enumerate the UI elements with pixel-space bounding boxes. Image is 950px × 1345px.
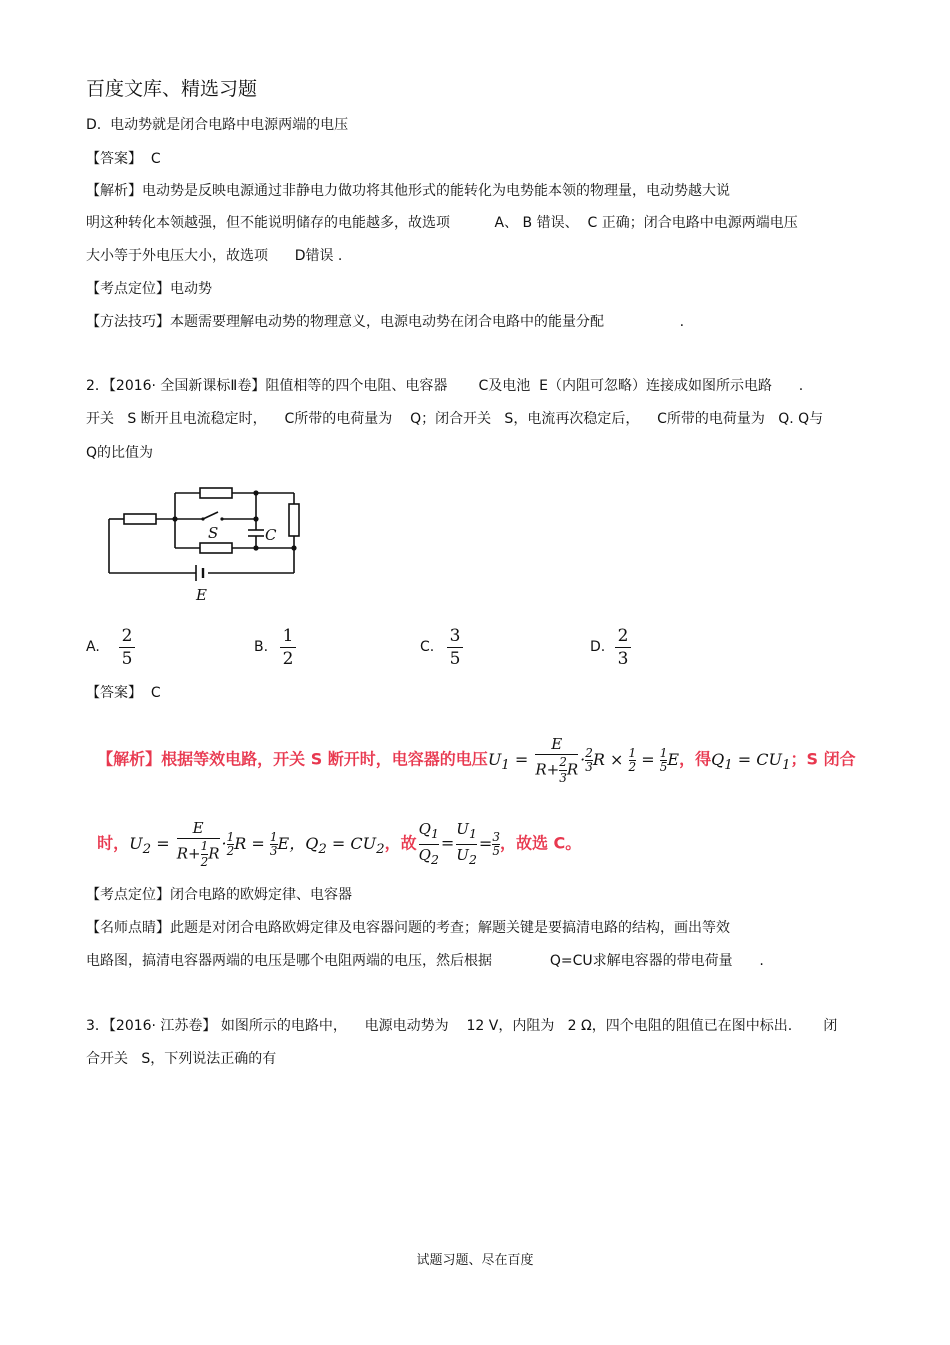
option-d-fraction: 2 3 — [613, 626, 633, 669]
switch-label: S — [208, 524, 219, 542]
circuit-diagram — [100, 480, 320, 605]
capacitor-label: C — [265, 526, 277, 544]
analysis-2-line1: 【解析】根据等效电路，开关 S 断开时，电容器的电压$U_1$ = E R+ $\frac{2}{3}$ R · $\frac{2}{3}$ R × $\frac{1}{2}$ = $\frac{1}{5}$ E，得$Q_1 = CU_1$；S 闭合 — [97, 735, 856, 785]
option-a-label: A. — [86, 639, 100, 655]
tip-2-line1: 【名师点睛】此题是对闭合电路欧姆定律及电容器问题的考查；解题关键是要搞清电路的结构，画出等效 — [86, 920, 730, 936]
battery-label: E — [196, 586, 207, 604]
page-header: 百度文库、精选习题 — [86, 78, 258, 100]
resistor-bottom — [200, 543, 232, 553]
option-c-fraction: 3 5 — [445, 626, 465, 669]
question-3-line1: 3．【2016· 江苏卷】 如图所示的电路中， 电源电动势为 12 V，内阻为 2 Ω，四个电阻的阻值已在图中标出. 闭 — [86, 1018, 838, 1034]
question-2-line3: Q的比值为 — [86, 445, 154, 461]
option-b-label: B. — [254, 639, 269, 655]
resistor-right — [289, 504, 299, 536]
resistor-top — [200, 488, 232, 498]
option-c-label: C. — [420, 639, 435, 655]
analysis-2-line2: 时，$U_2$ = E R+ $\frac{1}{2}$ R · $\frac{1}{2}$ R = $\frac{1}{3}$ E，$Q_2 = CU_2$，故 $\frac{Q_1}{Q_2}$ = $\frac{U_1}{U_2}$ = $\frac{3}{5}$ ，故选 C。 — [97, 819, 582, 869]
answer-1: 【答案】 C — [86, 151, 161, 167]
analysis-1-line1: 【解析】电动势是反映电源通过非静电力做功将其他形式的能转化为电势能本领的物理量，电动势越大说 — [86, 183, 730, 199]
page-footer: 试题习题、尽在百度 — [416, 1253, 534, 1268]
question-3-line2: 合开关 S，下列说法正确的有 — [86, 1051, 277, 1067]
question-2-line1: 2．【2016· 全国新课标Ⅱ卷】阻值相等的四个电阻、电容器 C及电池 E（内阻可忽略）连接成如图所示电路 . — [86, 378, 804, 394]
question-2-line2: 开关 S 断开且电流稳定时， C所带的电荷量为 Q；闭合开关 S，电流再次稳定后， C所带的电荷量为 Q. Q与 — [86, 411, 824, 427]
resistor-left — [124, 514, 156, 524]
point-1: 【考点定位】电动势 — [86, 281, 212, 297]
point-2: 【考点定位】闭合电路的欧姆定律、电容器 — [86, 887, 352, 903]
tip-2-line2: 电路图，搞清电容器两端的电压是哪个电阻两端的电压，然后根据 Q=CU求解电容器的带电荷量 . — [86, 953, 764, 969]
answer-2: 【答案】 C — [86, 685, 161, 701]
analysis-1-line3: 大小等于外电压大小，故选项 D错误 . — [86, 248, 343, 264]
option-a-fraction: 2 5 — [117, 626, 137, 669]
option-d-text: D. 电动势就是闭合电路中电源两端的电压 — [86, 117, 349, 133]
option-d-label: D. — [590, 639, 606, 655]
analysis-1-line2: 明这种转化本领越强，但不能说明储存的电能越多，故选项 A、 B 错误、 C 正确；闭合电路中电源两端电压 — [86, 215, 798, 231]
option-b-fraction: 1 2 — [278, 626, 298, 669]
method-1: 【方法技巧】本题需要理解电动势的物理意义，电源电动势在闭合电路中的能量分配 . — [86, 314, 685, 330]
